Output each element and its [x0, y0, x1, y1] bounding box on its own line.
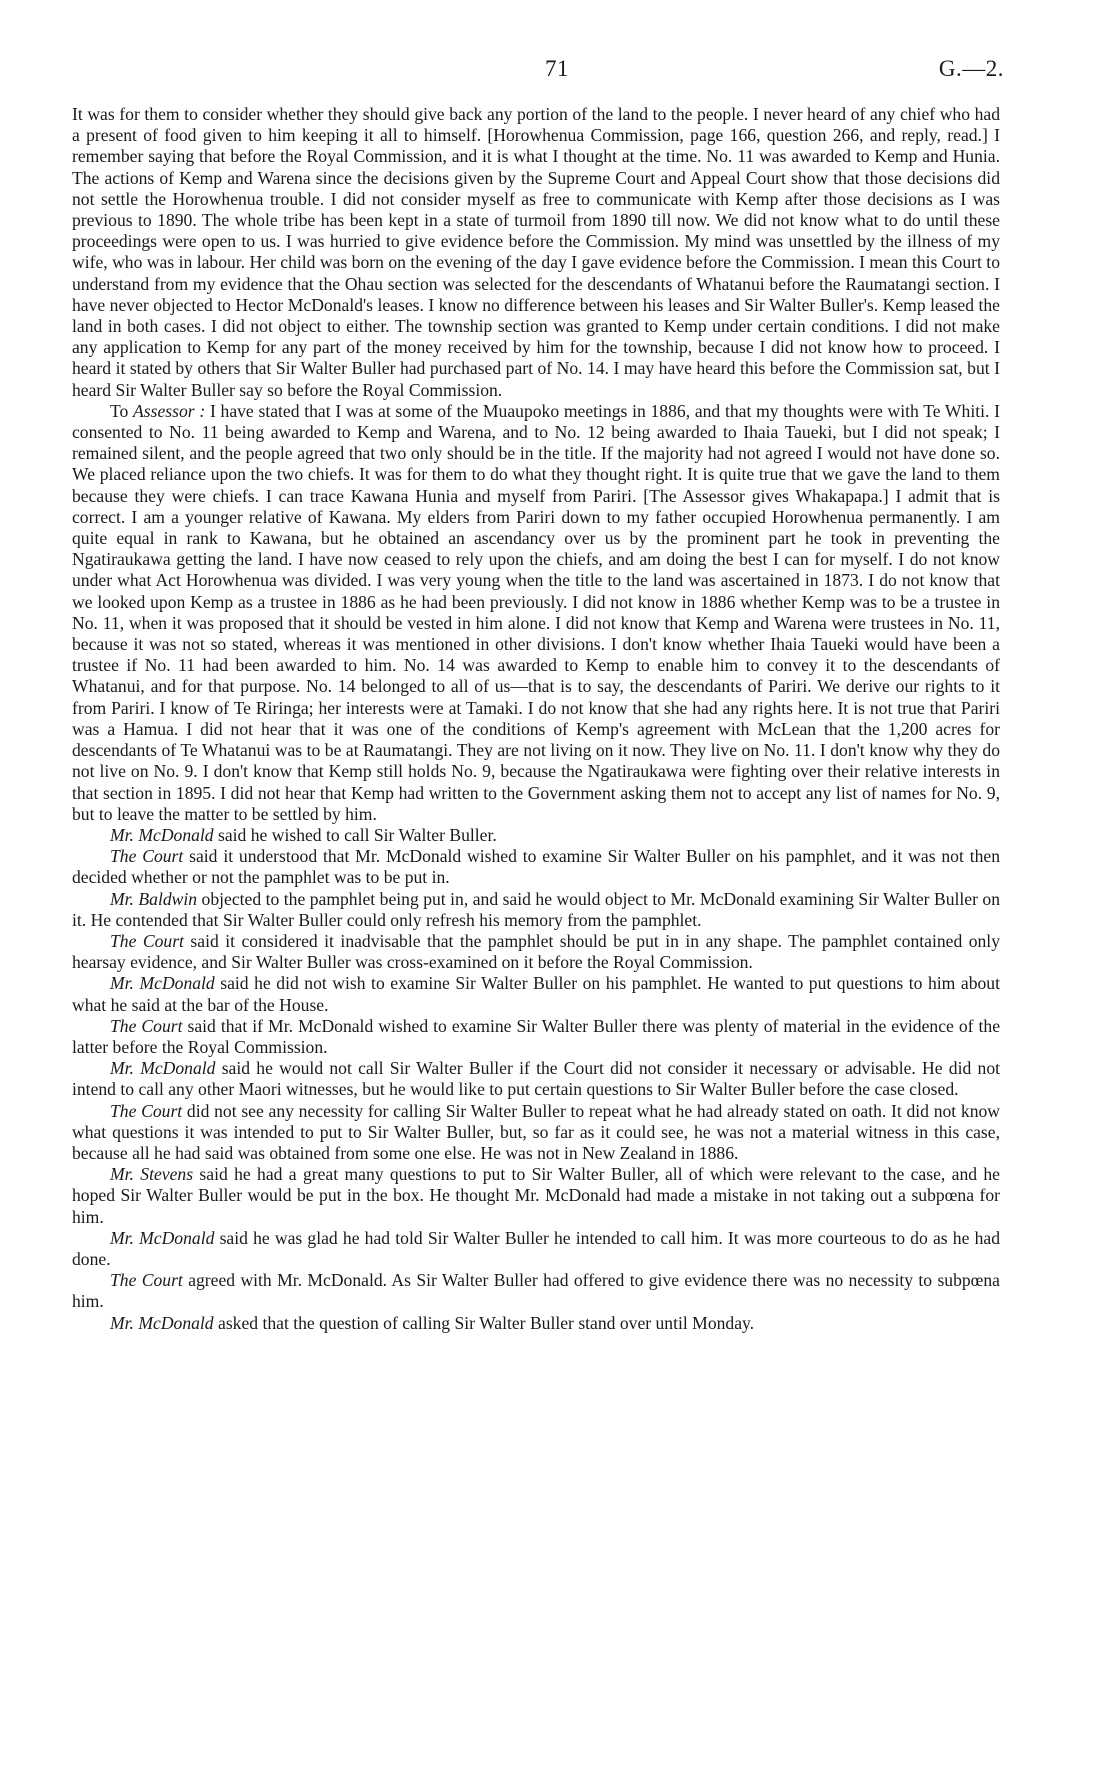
speaker-label: Mr. McDonald — [110, 1312, 214, 1333]
paragraph-statement — [72, 1270, 1000, 1312]
speaker-label: The Court — [110, 1100, 183, 1121]
paragraph-statement — [72, 1313, 1000, 1334]
paragraph-text: I have stated that I was at some of the Muaupoko meetings in 1886, and that my thoughts were with Te Whiti. I consented to No. 11 being awarded to Kemp and Warena, and to No. 12 being awarded to Ihaia Taueki, but I did not speak; I remained silent, and the people agreed that two only should be in the title. If the majority had not agreed I would not have done so. We placed reliance upon the two chiefs. It was for them to do what they thought right. It is quite true that we gave the land to them because they were chiefs. I can trace Kawana Hunia and myself from Pariri. [The Assessor gives Whakapapa.] I admit that is correct. I am a younger relative of Kawana. My elders from Pariri down to my father occupied Horowhenua permanently. I am quite equal in rank to Kawana, but he obtained an ascendancy over us by the prominent part he took in preventing the Ngatiraukawa getting the land. I have now ceased to rely upon the chiefs, and am doing the best I can for myself. I do not know under what Act Horowhenua was divided. I was very young when the title to the land was ascertained in 1873. I do not know that we looked upon Kemp as a trustee in 1886 as he had been previously. I did not know in 1886 whether Kemp was to be a trustee in No. 11, when it was proposed that it should be vested in him alone. I did not know that Kemp and Warena were trustees in No. 11, because it was not so stated, whereas it was mentioned in other divisions. I don't know whether Ihaia Taueki would have been a trustee if No. 11 had been awarded to him. No. 14 was awarded to Kemp to enable him to convey it to the descendants of Whatanui, and for that purpose. No. 14 belonged to all of us—that is to say, the descendants of Pariri. We derive our rights to it from Pariri. I know of Te Riringa; her interests were at Tamaki. I do not know that she had any rights here. It is not true that Pariri was a Hamua. I did not hear that it was one of the conditions of Kemp's agreement with McLean that the 1,200 acres for descendants of Te Whatanui was to be at Raumatangi. They are not living on it now. They live on No. 11. I don't know why they do not live on No. 9. I don't know that Kemp still holds No. 9, because the Ngatiraukawa were fighting over their relative interests in that section in 1895. I did not hear that Kemp had written to the Government asking them not to accept any list of names for No. 9, but to leave the matter to be settled by him. — [72, 400, 1000, 824]
paragraph-text: said that if Mr. McDonald wished to examine Sir Walter Buller there was plenty of material in the evidence of the latter before the Royal Commission. — [72, 1015, 1001, 1057]
speaker-label: Mr. McDonald — [110, 1227, 215, 1248]
body-text — [72, 104, 1000, 1334]
paragraph-text: said he was glad he had told Sir Walter Buller he intended to call him. It was more courteous to do as he had done. — [72, 1227, 1000, 1269]
paragraph-text: said it considered it inadvisable that the pamphlet should be put in in any shape. The pamphlet contained only hearsay evidence, and Sir Walter Buller was cross-examined on it before the Royal Commission. — [72, 930, 1000, 973]
paragraph-statement — [72, 1228, 1000, 1270]
paragraph-statement — [72, 973, 1000, 1015]
speaker-label: Mr. Stevens — [110, 1164, 194, 1185]
speaker-label: Mr. McDonald — [110, 1058, 216, 1079]
speaker-label: The Court — [110, 930, 184, 951]
paragraph-text: asked that the question of calling Sir Walter Buller stand over until Monday. — [213, 1312, 755, 1333]
paragraph-statement — [72, 889, 1000, 931]
speaker-label: Mr. McDonald — [110, 973, 215, 994]
paragraph-statement — [72, 1058, 1000, 1100]
paragraph-text: did not see any necessity for calling Sir Walter Buller to repeat what he had already stated on oath. It did not know what questions it was intended to put to Sir Walter Buller, but, so far as it could see, he was not a material witness in this case, because all he had said was obtained from some one else. He was not in New Zealand in 1886. — [72, 1100, 1000, 1163]
paragraph-prefix: To — [110, 400, 134, 421]
paragraph-text: objected to the pamphlet being put in, and said he would object to Mr. McDonald examining Sir Walter Buller on it. He contended that Sir Walter Buller could only refresh his memory from the pamphlet. — [72, 888, 1001, 930]
speaker-label: Assessor : — [133, 400, 206, 421]
paragraph-text: said it understood that Mr. McDonald wished to examine Sir Walter Buller on his pamphlet, and it was not then decided whether or not the pamphlet was to be put in. — [72, 846, 1000, 888]
speaker-label: Mr. McDonald — [110, 824, 214, 845]
paragraph-text: agreed with Mr. McDonald. As Sir Walter Buller had offered to give evidence there was no necessity to subpœna him. — [72, 1270, 1000, 1312]
speaker-label: The Court — [110, 1015, 183, 1036]
paragraph-text: said he would not call Sir Walter Buller if the Court did not consider it necessary or advisable. He did not intend to call any other Maori witnesses, but he would like to put certain questions to Sir Walter Buller before the case closed. — [72, 1058, 1000, 1100]
speaker-label: The Court — [110, 1270, 183, 1291]
paragraph-statement — [72, 1164, 1000, 1228]
paragraph-continuation — [72, 104, 1000, 401]
paragraph-statement — [72, 1016, 1000, 1058]
document-reference: G.—2. — [938, 56, 1004, 81]
paragraph-statement — [72, 846, 1000, 888]
speaker-label: Mr. Baldwin — [110, 888, 198, 909]
page-number: 71 — [545, 56, 569, 81]
paragraph-text: said he did not wish to examine Sir Walter Buller on his pamphlet. He wanted to put questions to him about what he said at the bar of the House. — [72, 973, 1000, 1015]
paragraph-text: said he had a great many questions to put to Sir Walter Buller, all of which were relevant to the case, and he hoped Sir Walter Buller would be put in the box. He thought Mr. McDonald had made a mistake in not taking out a subpœna for him. — [72, 1164, 1000, 1227]
paragraph-statement — [72, 1101, 1000, 1165]
paragraph-statement — [72, 825, 1000, 846]
paragraph-text: said he wished to call Sir Walter Buller. — [213, 824, 497, 845]
speaker-label: The Court — [110, 846, 184, 867]
paragraph-assessor — [72, 401, 1000, 825]
paragraph-statement — [72, 931, 1000, 973]
paragraph-text: It was for them to consider whether they should give back any portion of the land to the people. I never heard of any chief who had a present of food given to him keeping it all to himself. [Horowhenua Commission, page 166, question 266, and reply, read.] I remember saying that before the Royal Commission, and it is what I thought at the time. No. 11 was awarded to Kemp and Hunia. The actions of Kemp and Warena since the decisions given by the Supreme Court and Appeal Court show that those decisions did not settle the Horowhenua trouble. I did not consider myself as free to communicate with Kemp after those decisions as I was previous to 1890. The whole tribe has been kept in a state of turmoil from 1890 till now. We did not know what to do until these proceedings were open to us. I was hurried to give evidence before the Commission. My mind was unsettled by the illness of my wife, who was in labour. Her child was born on the evening of the day I gave evidence before the Commission. I mean this Court to understand from my evidence that the Ohau section was selected for the descendants of Whatanui before the Raumatangi section. I have never objected to Hector McDonald's leases. I know no difference between his leases and Sir Walter Buller's. Kemp leased the land in both cases. I did not object to either. The township section was granted to Kemp under certain conditions. I did not make any application to Kemp for any part of the money received by him for the township, because I did not know how to proceed. I heard it stated by others that Sir Walter Buller had purchased part of No. 14. I may have heard this before the Commission sat, but I heard Sir Walter Buller say so before the Royal Commission. — [72, 104, 1000, 400]
